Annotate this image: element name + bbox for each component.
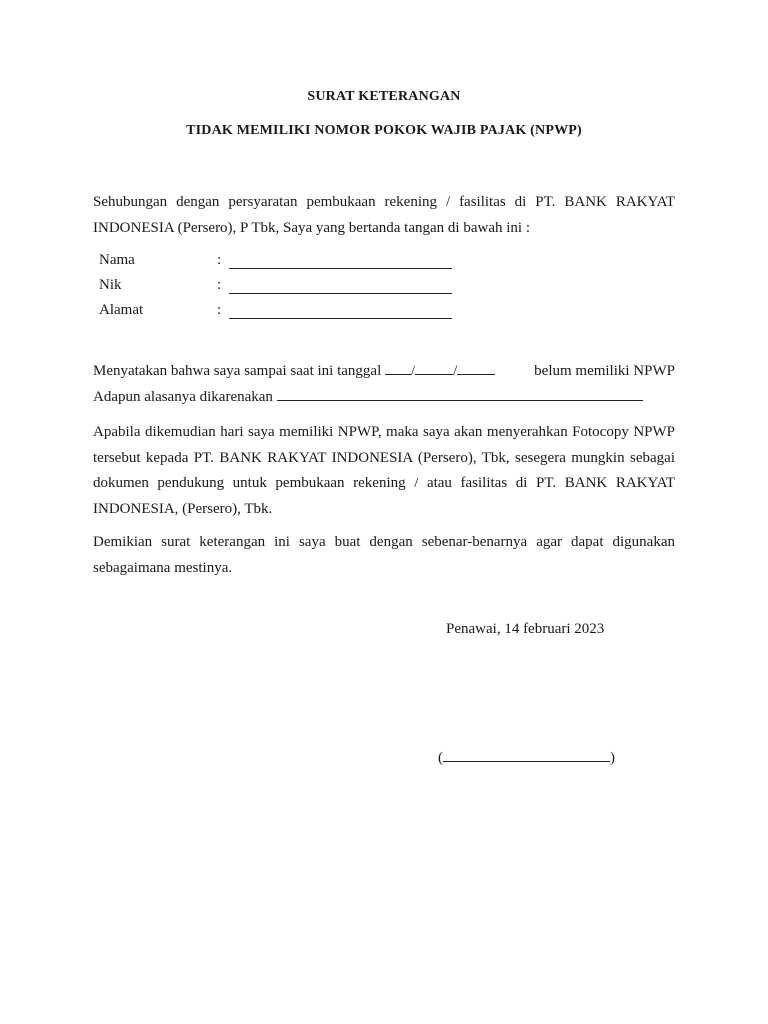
statement-suffix: belum memiliki NPWP <box>534 363 675 379</box>
field-colon: : <box>217 252 222 268</box>
field-colon: : <box>217 302 222 318</box>
statement-date-part <box>93 359 495 385</box>
field-colon: : <box>217 277 222 293</box>
date-month-blank[interactable] <box>415 360 453 375</box>
date-separator: / <box>410 363 416 379</box>
document-title: SURAT KETERANGAN <box>307 89 461 104</box>
field-blank-nama[interactable] <box>229 268 452 269</box>
statement-line-reason <box>93 385 675 411</box>
signature-open-paren: ( <box>438 750 443 766</box>
field-row-alamat <box>99 302 459 324</box>
statement-line-date <box>93 359 675 385</box>
apabila-paragraph: Apabila dikemudian hari saya memiliki NPWP, maka saya akan menyerahkan Fotocopy NPWP tersebut kepada PT. BANK RAKYAT INDONESIA (Persero), Tbk, sesegera mungkin sebagai dokumen pendukung untuk pembukaan rekening / atau fasilitas di PT. BANK RAKYAT INDONESIA, (Persero), Tbk. <box>93 424 675 517</box>
reason-prefix: Adapun alasanya dikarenakan <box>93 388 273 405</box>
signature-blank[interactable] <box>443 747 610 762</box>
date-year-blank[interactable] <box>457 360 495 375</box>
place-date: Penawai, 14 februari 2023 <box>446 621 605 637</box>
field-row-nik <box>99 277 459 299</box>
field-row-nama <box>99 252 459 274</box>
field-label-nik: Nik <box>99 277 122 293</box>
field-label-alamat: Alamat <box>99 302 144 318</box>
field-blank-alamat[interactable] <box>229 318 452 319</box>
signature-block <box>438 747 615 767</box>
statement-paragraph <box>93 359 675 410</box>
intro-paragraph: Sehubungan dengan persyaratan pembukaan rekening / fasilitas di PT. BANK RAKYAT INDONESIA (Persero), P Tbk, Saya yang bertanda tangan di bawah ini : <box>93 194 675 236</box>
reason-blank[interactable] <box>277 386 643 401</box>
statement-prefix: Menyatakan bahwa saya sampai saat ini tanggal <box>93 363 382 379</box>
date-separator: / <box>453 363 458 379</box>
date-day-blank[interactable] <box>385 360 411 375</box>
document-subtitle: TIDAK MEMILIKI NOMOR POKOK WAJIB PAJAK (NPWP) <box>186 123 582 138</box>
signature-close-paren: ) <box>610 750 615 766</box>
field-blank-nik[interactable] <box>229 293 452 294</box>
field-label-nama: Nama <box>99 252 135 268</box>
demikian-paragraph: Demikian surat keterangan ini saya buat dengan sebenar-benarnya agar dapat digunakan sebagaimana mestinya. <box>93 534 675 576</box>
